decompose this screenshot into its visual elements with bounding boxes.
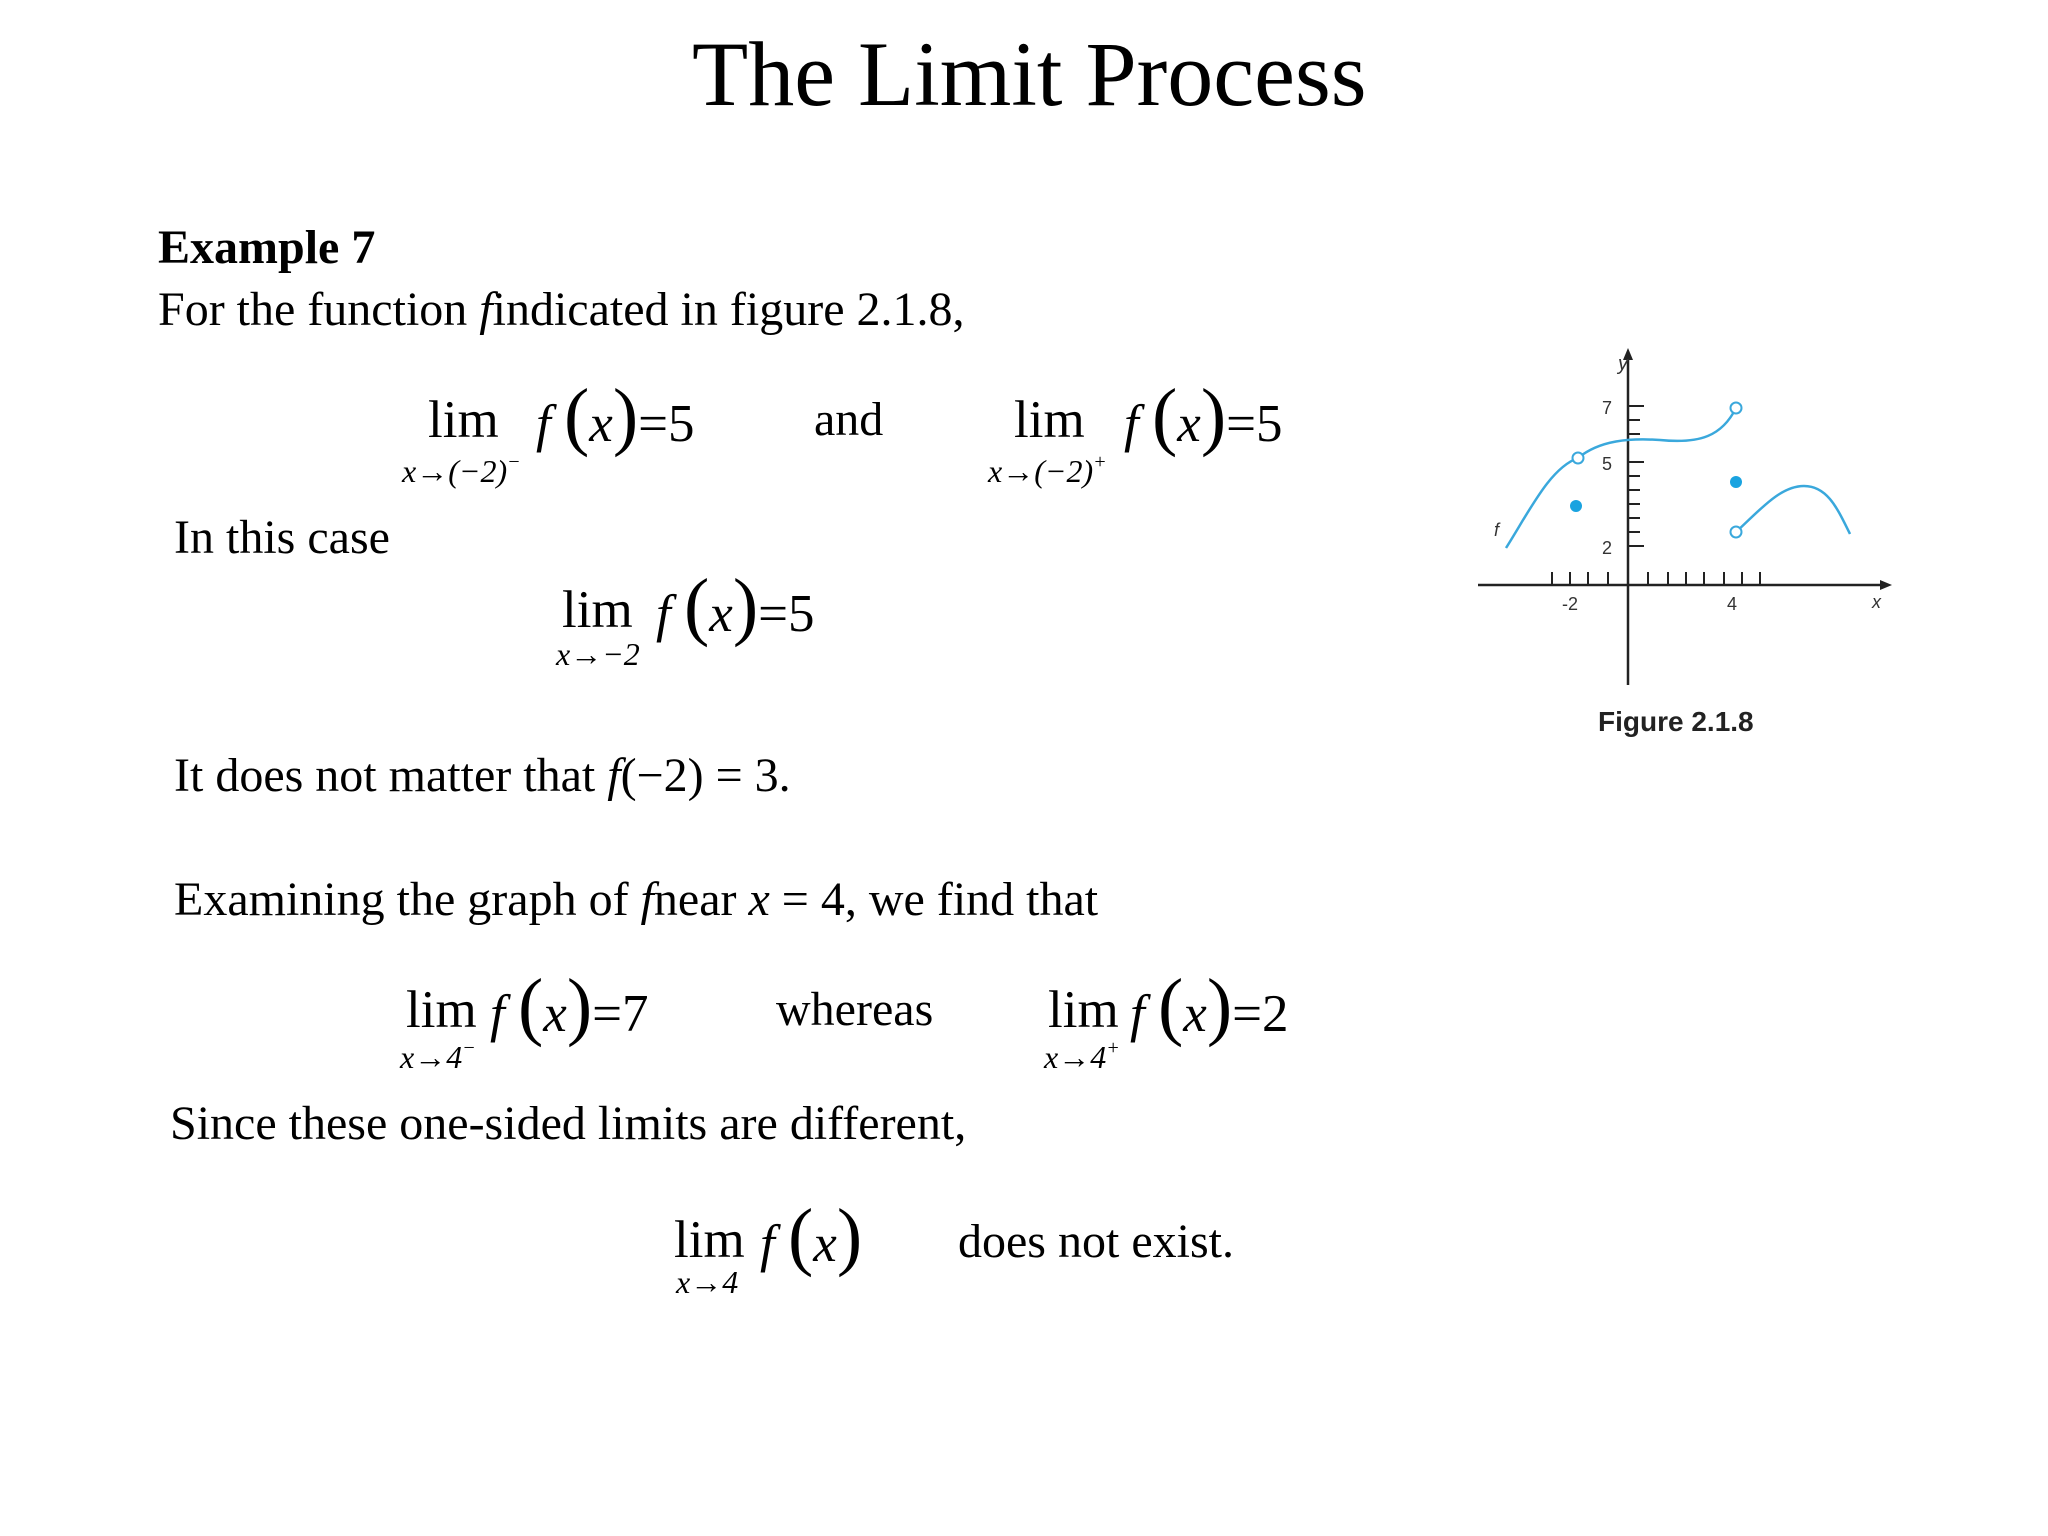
eq6-x: x [813, 1215, 837, 1273]
eq5-sup: + [1106, 1037, 1120, 1059]
exam-x: x [748, 873, 770, 926]
x-tick-4: 4 [1726, 594, 1738, 614]
eq6-lparen: ( [787, 1194, 814, 1278]
eq2-function [1124, 374, 1283, 458]
eq3-lim: lim [562, 581, 633, 639]
exam-f: f [640, 873, 654, 926]
eq3-rhs: =5 [758, 585, 815, 643]
eq5-rhs: =2 [1232, 985, 1289, 1043]
eq4-sub-text: x→4 [400, 1039, 463, 1075]
intro-pre: For the function [158, 283, 480, 336]
eq5-function [1130, 964, 1289, 1048]
eq6-subscript: x→4 [676, 1264, 739, 1300]
eq1-function [536, 374, 695, 458]
curve-left-branch [1506, 458, 1578, 548]
dnm-pre: It does not matter that [174, 749, 608, 802]
eq1-rhs: =5 [638, 395, 695, 453]
eq4-lim: lim [406, 981, 477, 1039]
eq6-lim: lim [674, 1211, 745, 1269]
eq3-rparen: ) [732, 564, 759, 648]
y-tick-marks [1628, 406, 1644, 546]
eq2-x: x [1177, 395, 1201, 453]
eq4-subscript [400, 1038, 476, 1073]
eq4-x: x [543, 985, 567, 1043]
x-axis-arrow [1880, 580, 1892, 590]
eq2-sub-text: x→(−2) [988, 453, 1094, 489]
eq2-subscript [988, 452, 1107, 487]
does-not-exist-text: does not exist. [958, 1215, 1234, 1268]
eq1-lparen: ( [563, 374, 590, 458]
eq3-x: x [709, 585, 733, 643]
exam-pre: Examining the graph of [174, 873, 641, 926]
y-tick-7: 7 [1601, 398, 1612, 418]
eq4-rhs: =7 [592, 985, 649, 1043]
eq3-f: f [656, 585, 671, 643]
eq1-rparen: ) [612, 374, 639, 458]
page-title: The Limit Process [692, 23, 1367, 125]
eq2-sup: + [1093, 451, 1107, 473]
eq6-f: f [760, 1215, 775, 1273]
eq5-lparen: ( [1157, 964, 1184, 1048]
y-axis-label: y [1618, 353, 1628, 375]
eq4-f: f [490, 985, 505, 1043]
eq5-x: x [1183, 985, 1207, 1043]
eq5-f: f [1130, 985, 1145, 1043]
eq5-rparen: ) [1206, 964, 1233, 1048]
eq3-function [656, 564, 815, 648]
dnm-post: (−2) = 3. [620, 749, 791, 802]
intro-text [158, 283, 965, 336]
eq2-lparen: ( [1151, 374, 1178, 458]
x-tick-marks [1552, 572, 1760, 585]
eq1-sub-text: x→(−2) [402, 453, 508, 489]
since-text: Since these one-sided limits are different, [170, 1097, 967, 1150]
eq5-lim: lim [1048, 981, 1119, 1039]
eq6-rparen: ) [836, 1194, 863, 1278]
eq3-lparen: ( [683, 564, 710, 648]
exam-post: = 4, we find that [769, 873, 1099, 926]
eq2-rparen: ) [1200, 374, 1227, 458]
filled-point-neg2-3 [1570, 500, 1582, 512]
eq2-lim: lim [1014, 391, 1085, 449]
curve-label: f [1494, 520, 1500, 540]
eq1-subscript [402, 452, 521, 487]
examining-text [174, 873, 1099, 926]
does-not-matter-text [174, 749, 791, 802]
y-tick-2: 2 [1601, 538, 1612, 558]
eq5-sub-text: x→4 [1044, 1039, 1107, 1075]
example-heading: Example 7 [158, 221, 376, 274]
open-point-4-7 [1731, 403, 1742, 414]
figure-caption: Figure 2.1.8 [1598, 706, 1754, 737]
open-point-neg2-5 [1573, 453, 1584, 464]
eq4-lparen: ( [517, 964, 544, 1048]
eq1-lim: lim [428, 391, 499, 449]
eq2-rhs: =5 [1226, 395, 1283, 453]
in-this-case-text: In this case [174, 511, 390, 564]
intro-post: indicated in figure 2.1.8, [492, 283, 965, 336]
eq2-f: f [1124, 395, 1139, 453]
eq4-sup: − [462, 1037, 476, 1059]
eq1-sup: − [507, 451, 521, 473]
eq4-rparen: ) [566, 964, 593, 1048]
eq1-x: x [589, 395, 613, 453]
eq5-subscript [1044, 1038, 1120, 1073]
exam-mid: near [653, 873, 749, 926]
y-tick-5: 5 [1601, 454, 1612, 474]
open-point-4-2 [1731, 527, 1742, 538]
eq4-function [490, 964, 649, 1048]
dnm-f: f [607, 749, 621, 802]
intro-f: f [479, 283, 493, 336]
eq3-subscript: x→−2 [556, 636, 640, 672]
connector-and: and [814, 393, 884, 446]
eq6-function [760, 1194, 863, 1278]
x-axis-label: x [1872, 592, 1881, 612]
eq1-f: f [536, 395, 551, 453]
filled-point-4-4 [1730, 476, 1742, 488]
x-tick-neg2: -2 [1561, 594, 1579, 614]
connector-whereas: whereas [776, 983, 934, 1036]
figure-graph [1460, 340, 1900, 700]
curve-right-branch [1736, 486, 1850, 534]
